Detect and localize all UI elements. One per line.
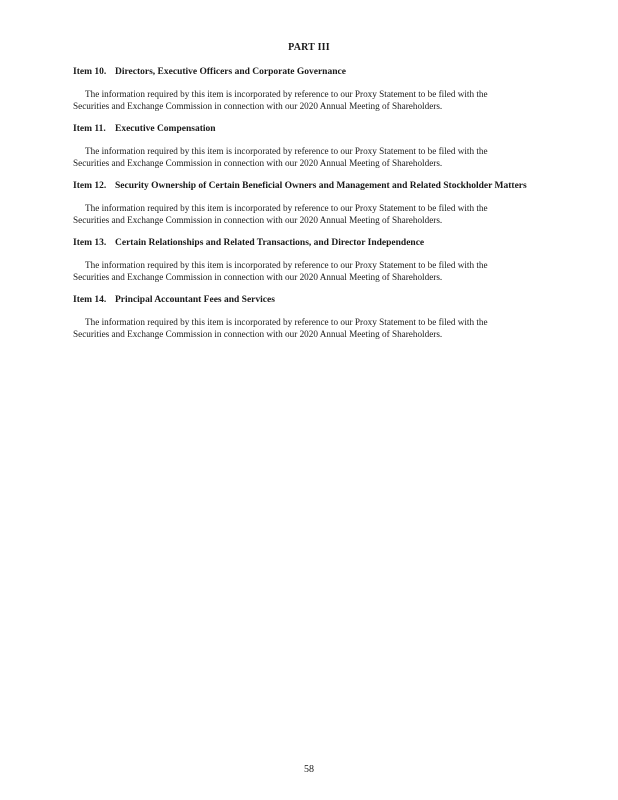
item-11-number: Item 11. — [73, 124, 106, 134]
item-13-section — [73, 237, 553, 283]
item-10-section — [73, 66, 553, 112]
item-10-number: Item 10. — [73, 67, 107, 77]
item-14-number: Item 14. — [73, 295, 107, 305]
item-11-line-1: The information required by this item is incorporated by reference to our Proxy Statement to be filed with the — [85, 146, 488, 156]
item-10-heading — [73, 66, 553, 79]
item-12-section — [73, 180, 553, 226]
item-10-title: Directors, Executive Officers and Corporate Governance — [115, 67, 346, 77]
item-13-line-1: The information required by this item is incorporated by reference to our Proxy Statement to be filed with the — [85, 260, 488, 270]
item-14-line-2: Securities and Exchange Commission in connection with our 2020 Annual Meeting of Shareholders. — [73, 328, 443, 339]
item-13-paragraph — [73, 260, 553, 283]
item-13-number: Item 13. — [73, 238, 107, 248]
item-12-line-1: The information required by this item is incorporated by reference to our Proxy Statement to be filed with the — [85, 203, 488, 213]
item-11-line-2: Securities and Exchange Commission in connection with our 2020 Annual Meeting of Shareholders. — [73, 157, 443, 168]
item-12-number: Item 12. — [73, 181, 107, 191]
item-12-title: Security Ownership of Certain Beneficial Owners and Management and Related Stockholder Matters — [115, 181, 527, 191]
item-10-line-1: The information required by this item is incorporated by reference to our Proxy Statement to be filed with the — [85, 89, 488, 99]
item-14-heading — [73, 294, 553, 307]
item-14-section — [73, 294, 553, 340]
item-12-paragraph — [73, 203, 553, 226]
item-12-heading — [73, 180, 553, 193]
part-title: PART III — [288, 42, 330, 53]
item-14-paragraph — [73, 317, 553, 340]
item-14-title: Principal Accountant Fees and Services — [115, 295, 275, 305]
item-14-line-1: The information required by this item is incorporated by reference to our Proxy Statement to be filed with the — [85, 317, 488, 327]
item-13-line-2: Securities and Exchange Commission in connection with our 2020 Annual Meeting of Shareholders. — [73, 271, 443, 282]
item-11-paragraph — [73, 146, 553, 169]
page-number: 58 — [304, 764, 314, 775]
item-11-title: Executive Compensation — [115, 124, 216, 134]
item-11-heading — [73, 123, 553, 136]
item-12-line-2: Securities and Exchange Commission in connection with our 2020 Annual Meeting of Shareholders. — [73, 214, 443, 225]
items-list — [73, 66, 553, 351]
item-13-heading — [73, 237, 553, 250]
item-13-title: Certain Relationships and Related Transactions, and Director Independence — [115, 238, 425, 248]
item-11-section — [73, 123, 553, 169]
item-10-paragraph — [73, 89, 553, 112]
item-10-line-2: Securities and Exchange Commission in connection with our 2020 Annual Meeting of Shareholders. — [73, 100, 443, 111]
